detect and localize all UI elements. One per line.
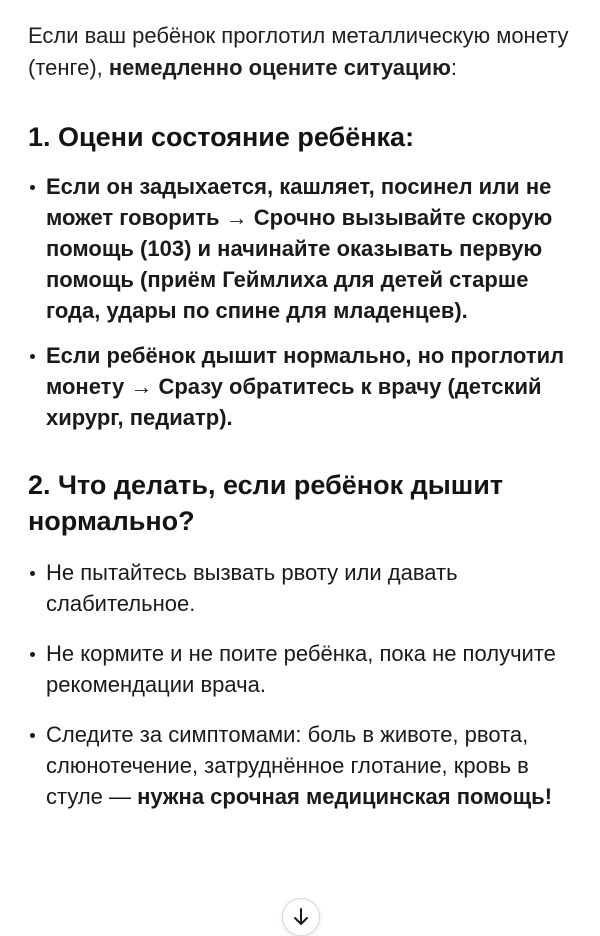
intro-paragraph bbox=[28, 20, 573, 84]
section-1-heading: 1. Оцени состояние ребёнка: bbox=[28, 122, 415, 152]
arrow-down-icon bbox=[292, 907, 310, 927]
list-item bbox=[28, 638, 573, 700]
list-item: Если ребёнок дышит нормально, но проглотил монету → Сразу обратитесь к врачу (детский хирург, педиатр). bbox=[28, 340, 573, 433]
list-item bbox=[28, 719, 573, 812]
scroll-to-bottom-button[interactable] bbox=[282, 898, 320, 936]
message-content bbox=[28, 20, 573, 812]
list-item: Если он задыхается, кашляет, посинел или не может говорить → Срочно вызывайте скорую помощь (103) и начинайте оказывать первую помощь (приём Геймлиха для детей старше года, удары по спине для младенцев). bbox=[28, 171, 573, 326]
list-item-text: Не пытайтесь вызвать рвоту или давать слабительное. bbox=[46, 560, 458, 616]
list-item bbox=[28, 557, 573, 619]
section-2-list bbox=[28, 557, 573, 812]
list-item-text: Следите за симптомами: боль в животе, рвота, слюнотечение, затруднённое глотание, кровь в стуле — bbox=[46, 722, 529, 809]
section-2-heading: 2. Что делать, если ребёнок дышит нормально? bbox=[28, 470, 504, 536]
intro-text: Если ваш ребёнок проглотил металлическую монету (тенге), bbox=[28, 23, 569, 80]
intro-tail: : bbox=[450, 55, 457, 80]
list-item-text: Не кормите и не поите ребёнка, пока не получите рекомендации врача. bbox=[46, 641, 556, 697]
list-item-emphasis: нужна срочная медицинская помощь! bbox=[137, 784, 553, 809]
section-1-list bbox=[28, 171, 573, 433]
intro-emphasis: немедленно оцените ситуацию bbox=[108, 55, 451, 80]
